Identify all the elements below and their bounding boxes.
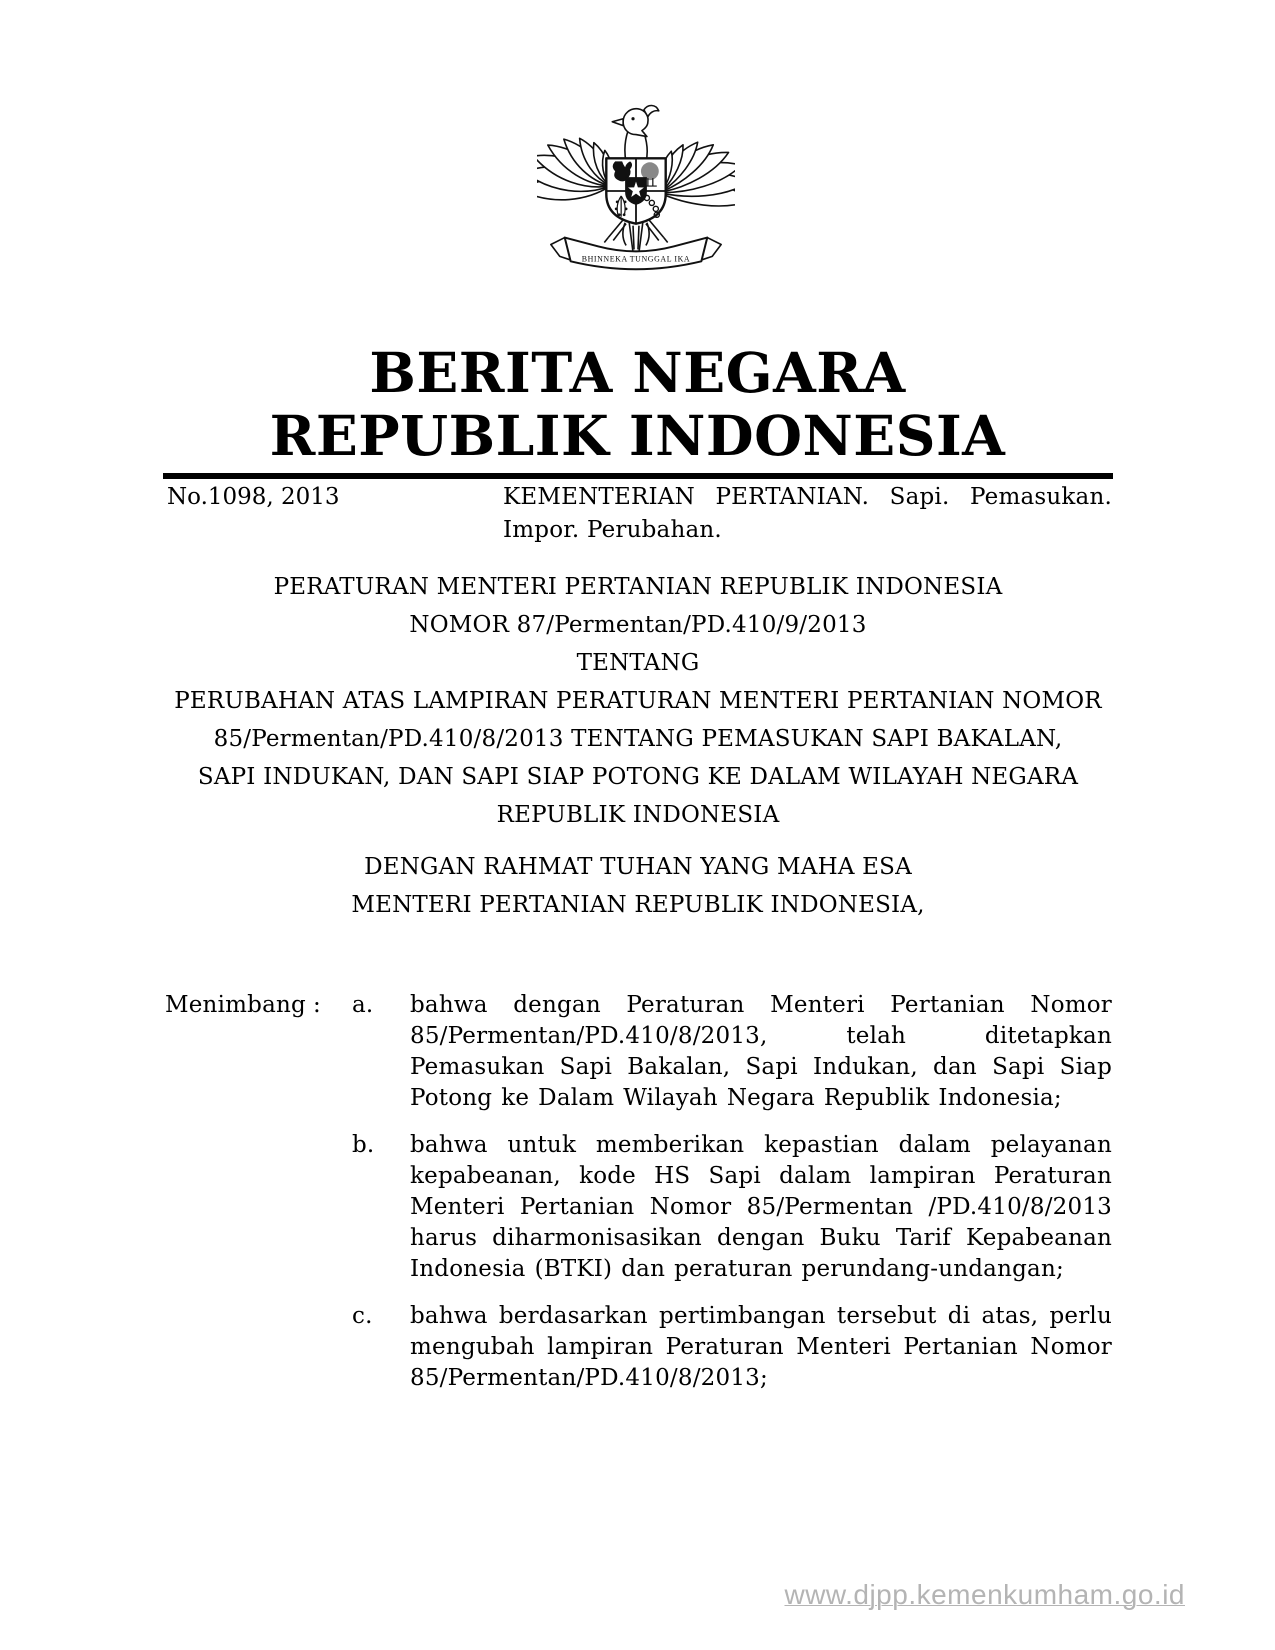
regulation-title-line: PERATURAN MENTERI PERTANIAN REPUBLIK INDONESIA xyxy=(273,574,1003,600)
garuda-pancasila-emblem xyxy=(537,90,735,296)
gazette-subject-line2: Impor. Perubahan. xyxy=(503,517,722,543)
consideration-item-text: bahwa berdasarkan pertimbangan tersebut di atas, perlu mengubah lampiran Peraturan Menteri Pertanian Nomor 85/Permentan/PD.410/8/2013; xyxy=(410,1303,1112,1391)
regulation-tentang-line: TENTANG xyxy=(576,650,700,676)
regulation-subject-line: REPUBLIK INDONESIA xyxy=(496,802,780,828)
emblem-banner-text: BHINNEKA TUNGGAL IKA xyxy=(581,254,691,264)
masthead-title-line2: REPUBLIK INDONESIA xyxy=(269,403,1006,468)
gazette-subject-line1: KEMENTERIAN PERTANIAN. Sapi. Pemasukan. xyxy=(503,484,1112,510)
masthead-divider xyxy=(163,473,1113,479)
regulation-heading xyxy=(164,568,1112,924)
consideration-item-marker: b. xyxy=(352,1132,375,1158)
masthead-title-line1: BERITA NEGARA xyxy=(369,340,906,405)
spacer xyxy=(313,1301,352,1394)
regulation-number-line: NOMOR 87/Permentan/PD.410/9/2013 xyxy=(409,612,867,638)
consideration-item-text: bahwa dengan Peraturan Menteri Pertanian Nomor 85/Permentan/PD.410/8/2013, telah ditetapkan Pemasukan Sapi Bakalan, Sapi Indukan, dan Sapi Siap Potong ke Dalam Wilayah Negara Republik Indonesia; xyxy=(410,992,1112,1111)
invocation-line: DENGAN RAHMAT TUHAN YANG MAHA ESA xyxy=(364,854,912,880)
consideration-item-text: bahwa untuk memberikan kepastian dalam pelayanan kepabeanan, kode HS Sapi dalam lampiran Peraturan Menteri Pertanian Nomor 85/Permentan /PD.410/8/2013 harus diharmonisasikan dengan Buku Tarif Kepabeanan Indonesia (BTKI) dan peraturan perundang-undangan; xyxy=(410,1132,1112,1282)
consideration-item-marker: a. xyxy=(352,992,374,1018)
spacer xyxy=(165,1130,313,1285)
watermark-link[interactable]: www.djpp.kemenkumham.go.id xyxy=(784,1579,1185,1610)
masthead xyxy=(0,341,1275,467)
authority-line: MENTERI PERTANIAN REPUBLIK INDONESIA, xyxy=(351,892,925,918)
considerations-separator: : xyxy=(313,992,321,1018)
regulation-subject-line: PERUBAHAN ATAS LAMPIRAN PERATURAN MENTERI PERTANIAN NOMOR xyxy=(174,688,1102,714)
gazette-subject xyxy=(503,481,1112,547)
pancasila-shield-icon xyxy=(606,158,665,223)
considerations-label: Menimbang xyxy=(165,992,306,1018)
gazette-number: No.1098, 2013 xyxy=(167,484,340,510)
spacer xyxy=(313,1130,352,1285)
regulation-subject-line: SAPI INDUKAN, DAN SAPI SIAP POTONG KE DALAM WILAYAH NEGARA xyxy=(197,764,1079,790)
considerations-section xyxy=(165,990,1112,1394)
consideration-item-marker: c. xyxy=(352,1303,373,1329)
garuda-head-icon xyxy=(612,106,659,137)
spacer xyxy=(165,1301,313,1394)
regulation-subject-line: 85/Permentan/PD.410/8/2013 TENTANG PEMASUKAN SAPI BAKALAN, xyxy=(213,726,1063,752)
